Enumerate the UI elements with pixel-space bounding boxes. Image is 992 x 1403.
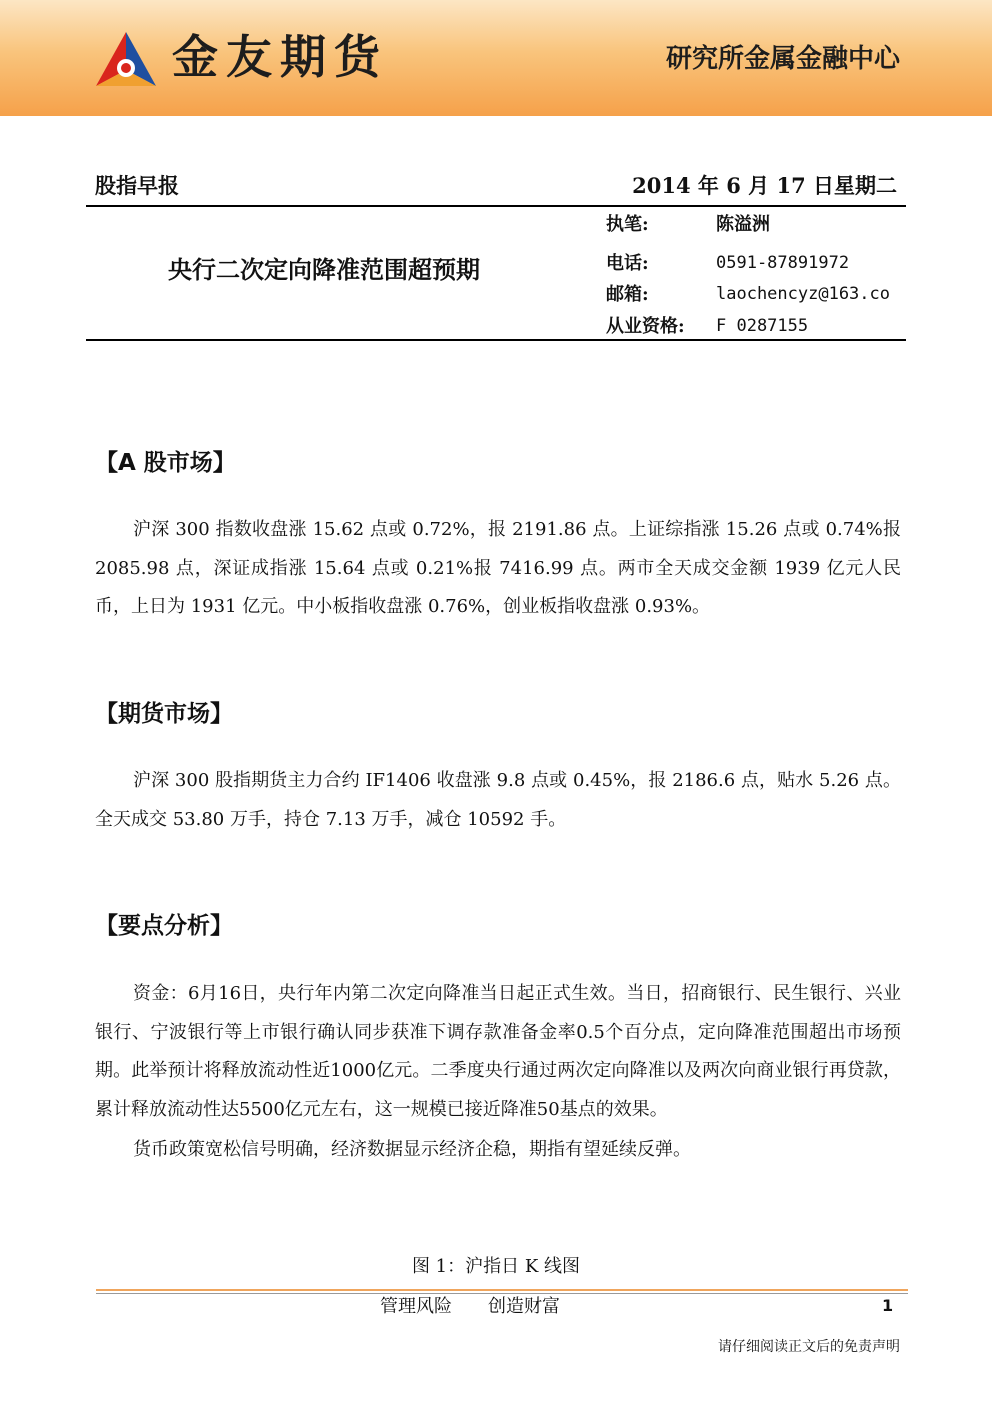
- footer-divider-gray: [96, 1293, 908, 1294]
- report-type: 股指早报: [95, 173, 179, 198]
- page-number: 1: [882, 1296, 894, 1315]
- section-title-futures: 【期货市场】: [95, 701, 233, 727]
- company-logo-text: 金友期货: [172, 30, 388, 84]
- disclaimer-note: 请仔细阅读正文后的免责声明: [718, 1339, 900, 1355]
- paragraph-analysis-funds: 资金：6月16日，央行年内第二次定向降准当日起正式生效。当日，招商银行、民生银行、兴业银行、宁波银行等上市银行确认同步获准下调存款准备金率0.5个百分点，定向降准范围超出市场预期。此举预计将释放流动性近1000亿元。二季度央行通过两次定向降准以及两次向商业银行再贷款，累计释放流动性达5500亿元左右，这一规模已接近降准50基点的效果。: [95, 983, 901, 1120]
- phone-label: 电话:: [606, 253, 649, 274]
- header-band: [0, 0, 992, 116]
- email-label: 邮箱:: [606, 284, 649, 305]
- top-divider: [86, 205, 906, 207]
- slogan-right: 创造财富: [488, 1296, 560, 1317]
- paragraph-futures: 沪深 300 股指期货主力合约 IF1406 收盘涨 9.8 点或 0.45%，报 2186.6 点，贴水 5.26 点。全天成交 53.80 万手，持仓 7.13 万手，减仓 10592 手。: [95, 770, 901, 830]
- email-value: laochencyz@163.co: [716, 284, 890, 304]
- footer-divider-orange: [96, 1289, 908, 1291]
- paragraph-analysis-outlook: 货币政策宽松信号明确，经济数据显示经济企稳，期指有望延续反弹。: [133, 1139, 691, 1160]
- slogan-left: 管理风险: [380, 1296, 452, 1317]
- footer-slogan: [380, 1295, 596, 1319]
- report-headline: 央行二次定向降准范围超预期: [168, 255, 480, 284]
- phone-value: 0591-87891972: [716, 253, 850, 273]
- license-value: F 0287155: [716, 316, 809, 336]
- header-bottom-divider: [86, 339, 906, 341]
- license-label: 从业资格:: [606, 316, 685, 337]
- paragraph-a-share: 沪深 300 指数收盘涨 15.62 点或 0.72%，报 2191.86 点。上证综指涨 15.26 点或 0.74%报 2085.98 点，深证成指涨 15.64 点或 0.21%报 7416.99 点。两市全天成交金额 1939 亿元人民币，上日为 1931 亿元。中小板指收盘涨 0.76%，创业板指收盘涨 0.93%。: [95, 519, 901, 617]
- section-title-a-share: 【A 股市场】: [95, 450, 236, 476]
- writer-label: 执笔:: [606, 214, 649, 235]
- company-logo-icon: [94, 30, 158, 88]
- report-date: 2014 年 6 月 17 日星期二: [632, 173, 897, 198]
- writer-value: 陈溢洲: [716, 214, 770, 235]
- research-center-name: 研究所金属金融中心: [665, 44, 900, 74]
- section-title-analysis: 【要点分析】: [95, 913, 233, 939]
- figure-caption: 图 1：沪指日 K 线图: [411, 1256, 581, 1277]
